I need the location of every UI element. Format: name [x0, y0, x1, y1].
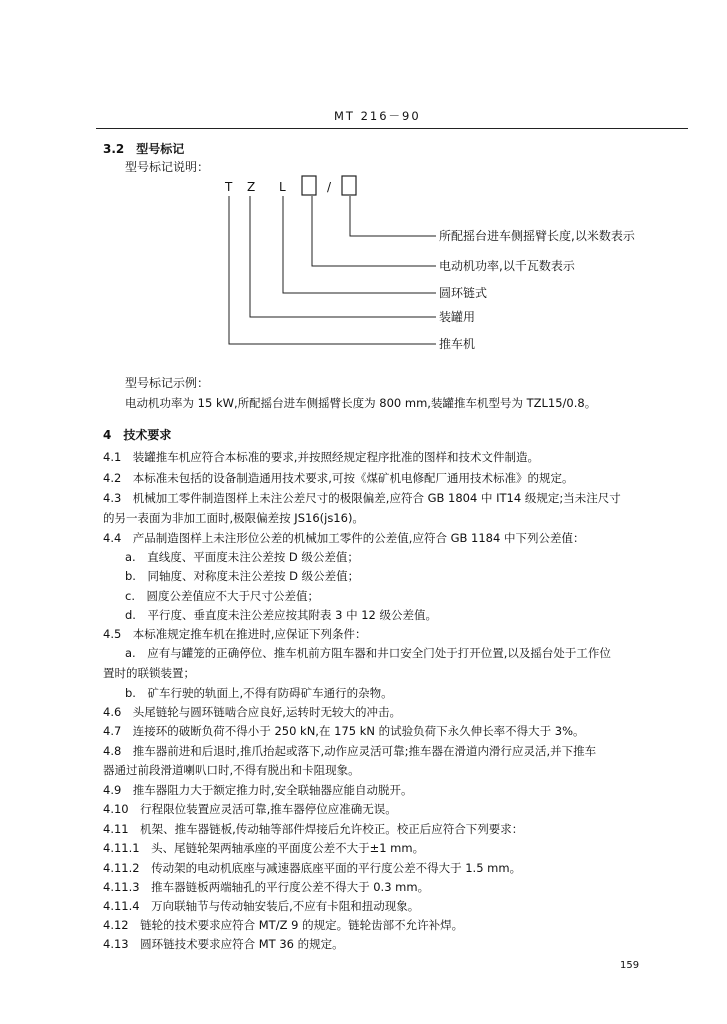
clause-4-1: 4.1 装罐推车机应符合本标准的要求,并按照经规定程序批准的图样和技术文件制造。 — [103, 450, 539, 464]
example-title: 型号标记示例： — [125, 376, 210, 390]
clause-4-13: 4.13 圆环链技术要求应符合 MT 36 的规定。 — [103, 937, 344, 951]
clause-4-3-cont: 的另一表面为非加工面时,极限偏差按 JS16(js16)。 — [103, 511, 364, 525]
code-letter-l: L — [279, 180, 286, 194]
code-letter-t: T — [225, 180, 233, 194]
clause-4-12: 4.12 链轮的技术要求应符合 MT/Z 9 的规定。链轮齿部不允许补焊。 — [103, 918, 464, 932]
standard-code-header: MT 216－90 — [334, 109, 421, 123]
label-arm-length: 所配摇台进车侧摇臂长度,以米数表示 — [439, 229, 635, 243]
section-4-heading: 4 技术要求 — [103, 428, 172, 442]
section-3-2-heading: 3.2 型号标记 — [103, 142, 185, 156]
clause-4-4-d: d. 平行度、垂直度未注公差应按其附表 3 中 12 级公差值。 — [125, 608, 438, 622]
label-round-link-chain: 圆环链式 — [439, 286, 488, 300]
designation-intro: 型号标记说明： — [125, 160, 210, 174]
code-letter-z: Z — [247, 180, 256, 194]
clause-4-6: 4.6 头尾链轮与圆环链啮合应良好,运转时无较大的冲击。 — [103, 705, 401, 719]
clause-4-11: 4.11 机架、推车器链板,传动轴等部件焊接后允许校正。校正后应符合下列要求： — [103, 822, 524, 836]
arm-length-box — [342, 176, 356, 195]
label-pusher: 推车机 — [439, 337, 476, 351]
page-number: 159 — [620, 960, 640, 971]
clause-4-11-1: 4.11.1 头、尾链轮架两轴承座的平面度公差不大于±1 mm。 — [103, 841, 425, 855]
model-designation-diagram — [0, 0, 727, 360]
clause-4-8-cont: 器通过前段滑道喇叭口时,不得有脱出和卡阻现象。 — [103, 763, 360, 777]
clause-4-2: 4.2 本标准未包括的设备制造通用技术要求,可按《煤矿机电修配厂通用技术标准》的规定。 — [103, 471, 574, 485]
clause-4-9: 4.9 推车器阻力大于额定推力时,安全联轴器应能自动脱开。 — [103, 783, 413, 797]
power-box — [302, 176, 316, 195]
clause-4-11-2: 4.11.2 传动架的电动机底座与减速器底座平面的平行度公差不得大于 1.5 mm。 — [103, 861, 522, 875]
clause-4-4-a: a. 直线度、平面度未注公差按 D 级公差值； — [125, 550, 359, 564]
clause-4-8: 4.8 推车器前进和后退时,推爪抬起或落下,动作应灵活可靠;推车器在滑道内滑行应灵活,并下推车 — [103, 744, 597, 758]
clause-4-4-c: c. 圆度公差值应不大于尺寸公差值； — [125, 589, 319, 603]
clause-4-4-b: b. 同轴度、对称度未注公差按 D 级公差值； — [125, 569, 360, 583]
clause-4-11-3: 4.11.3 推车器链板两端轴孔的平行度公差不得大于 0.3 mm。 — [103, 880, 430, 894]
slash-separator: / — [327, 180, 332, 194]
clause-4-3: 4.3 机械加工零件制造图样上未注公差尺寸的极限偏差,应符合 GB 1804 中 IT14 级规定;当未注尺寸 — [103, 491, 621, 505]
clause-4-10: 4.10 行程限位装置应灵活可靠,推车器停位应准确无误。 — [103, 802, 397, 816]
clause-4-5-a-cont: 置时的联锁装置； — [103, 666, 195, 680]
clause-4-5-b: b. 矿车行驶的轨面上,不得有防碍矿车通行的杂物。 — [125, 686, 393, 700]
example-text: 电动机功率为 15 kW,所配摇台进车侧摇臂长度为 800 mm,装罐推车机型号为 TZL15/0.8。 — [125, 396, 597, 410]
clause-4-4: 4.4 产品制造图样上未注形位公差的机械加工零件的公差值,应符合 GB 1184 中下列公差值： — [103, 531, 585, 545]
leader-lines — [229, 196, 436, 344]
label-motor-power: 电动机功率,以千瓦数表示 — [439, 259, 575, 273]
clause-4-5-a: a. 应有与罐笼的正确停位、推车机前方阻车器和井口安全门处于打开位置,以及摇台处于工作位 — [125, 646, 611, 660]
label-cage-loading: 装罐用 — [439, 310, 476, 324]
clause-4-11-4: 4.11.4 万向联轴节与传动轴安装后,不应有卡阻和扭动现象。 — [103, 899, 420, 913]
clause-4-7: 4.7 连接环的破断负荷不得小于 250 kN,在 175 kN 的试验负荷下永久伸长率不得大于 3%。 — [103, 724, 585, 738]
clause-4-5: 4.5 本标准规定推车机在推进时,应保证下列条件： — [103, 627, 367, 641]
